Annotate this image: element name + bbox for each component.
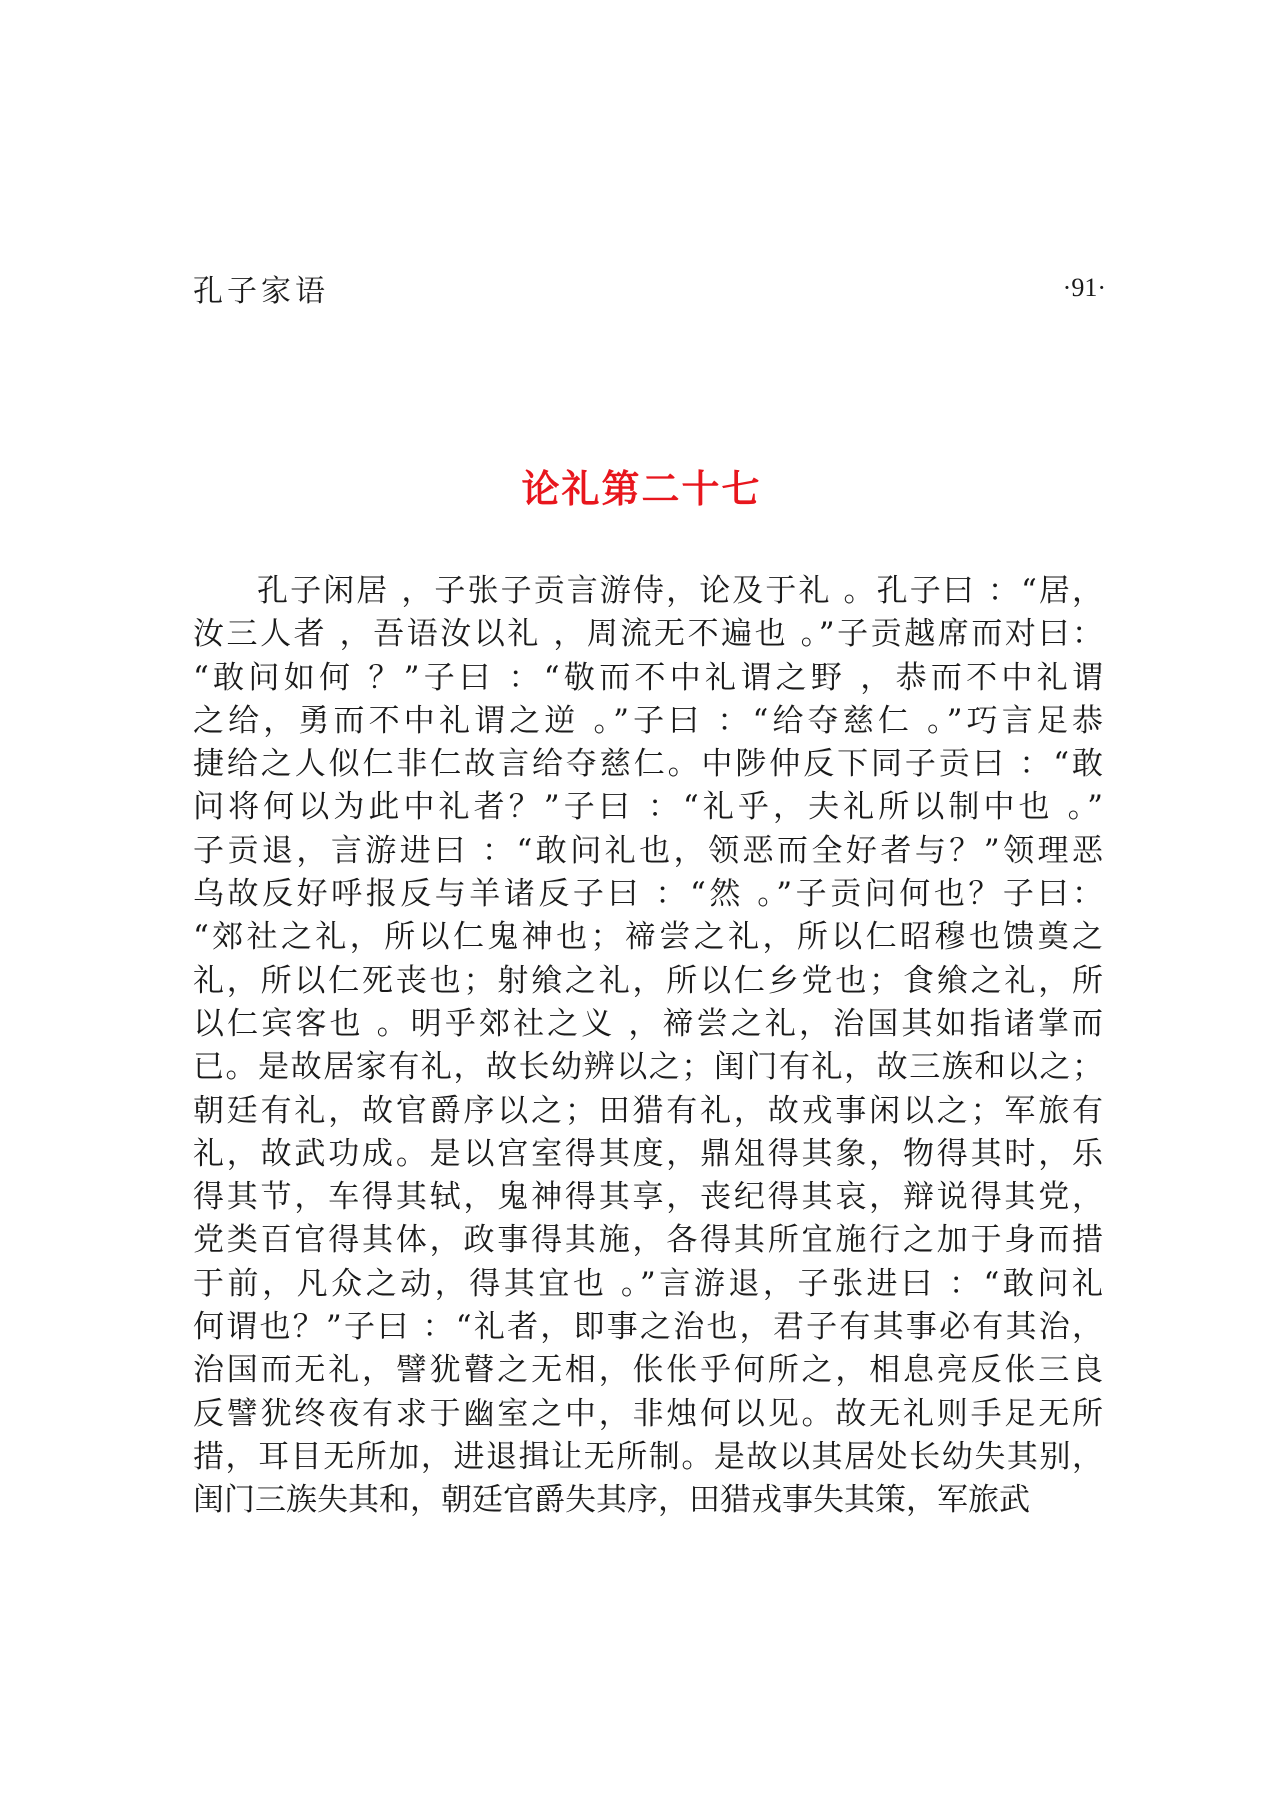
running-header xyxy=(193,268,1106,308)
text-line: 得其节，车得其轼，鬼神得其享，丧纪得其哀，辩说得其党， xyxy=(193,1179,1103,1216)
text-line: 问将何以为此中礼者？”子曰 ：“礼乎，夫礼所以制中也 。” xyxy=(193,789,1103,826)
book-title: 孔子家语 xyxy=(193,274,329,309)
text-line: 何谓也？”子曰 ：“礼者，即事之治也，君子有其事必有其治， xyxy=(193,1309,1103,1346)
text-line: 党类百官得其体，政事得其施，各得其所宜施行之加于身而措 xyxy=(193,1222,1103,1259)
text-line: 以仁宾客也 。明乎郊社之义 ，禘尝之礼，治国其如指诸掌而 xyxy=(193,1005,1103,1042)
text-line: 捷给之人似仁非仁故言给夺慈仁。中陟仲反下同子贡曰 ：“敢 xyxy=(193,746,1103,783)
body-text xyxy=(193,570,1103,1523)
text-line: 礼，故武功成。是以宫室得其度，鼎俎得其象，物得其时，乐 xyxy=(193,1135,1103,1172)
text-line: 朝廷有礼，故官爵序以之；田猎有礼，故戎事闲以之；军旅有 xyxy=(193,1092,1103,1129)
chapter-title: 论礼第二十七 xyxy=(521,467,762,511)
text-line: “郊社之礼，所以仁鬼神也；禘尝之礼，所以仁昭穆也馈奠之 xyxy=(193,919,1103,956)
text-line: 闺门三族失其和，朝廷官爵失其序，田猎戎事失其策，军旅武 xyxy=(193,1482,1030,1519)
text-line: 礼，所以仁死丧也；射飨之礼，所以仁乡党也；食飨之礼，所 xyxy=(193,962,1103,999)
text-line: 子贡退，言游进曰 ：“敢问礼也，领恶而全好者与？”领理恶 xyxy=(193,832,1103,869)
text-line: 乌故反好呼报反与羊诸反子曰 ：“然 。”子贡问何也？子曰： xyxy=(193,876,1103,913)
text-line: 治国而无礼，譬犹瞽之无相，伥伥乎何所之，相息亮反伥三良 xyxy=(193,1352,1103,1389)
text-line: 之给，勇而不中礼谓之逆 。”子曰 ：“给夺慈仁 。”巧言足恭 xyxy=(193,702,1103,739)
text-line: 已。是故居家有礼，故长幼辨以之；闺门有礼，故三族和以之； xyxy=(193,1049,1103,1086)
text-line: 孔子闲居 ，子张子贡言游侍，论及于礼 。孔子曰 ：“居， xyxy=(257,573,1103,609)
text-line: 于前，凡众之动，得其宜也 。”言游退，子张进曰 ：“敢问礼 xyxy=(193,1265,1103,1302)
text-line: 汝三人者 ，吾语汝以礼 ，周流无不遍也 。”子贡越席而对曰： xyxy=(193,616,1103,653)
text-line: 反譬犹终夜有求于幽室之中，非烛何以见。故无礼则手足无所 xyxy=(193,1395,1103,1432)
text-line: “敢问如何 ？”子曰 ：“敬而不中礼谓之野 ，恭而不中礼谓 xyxy=(193,659,1103,696)
page-number: ·91· xyxy=(1062,273,1106,302)
text-line: 措，耳目无所加，进退揖让无所制。是故以其居处长幼失其别， xyxy=(193,1438,1103,1475)
